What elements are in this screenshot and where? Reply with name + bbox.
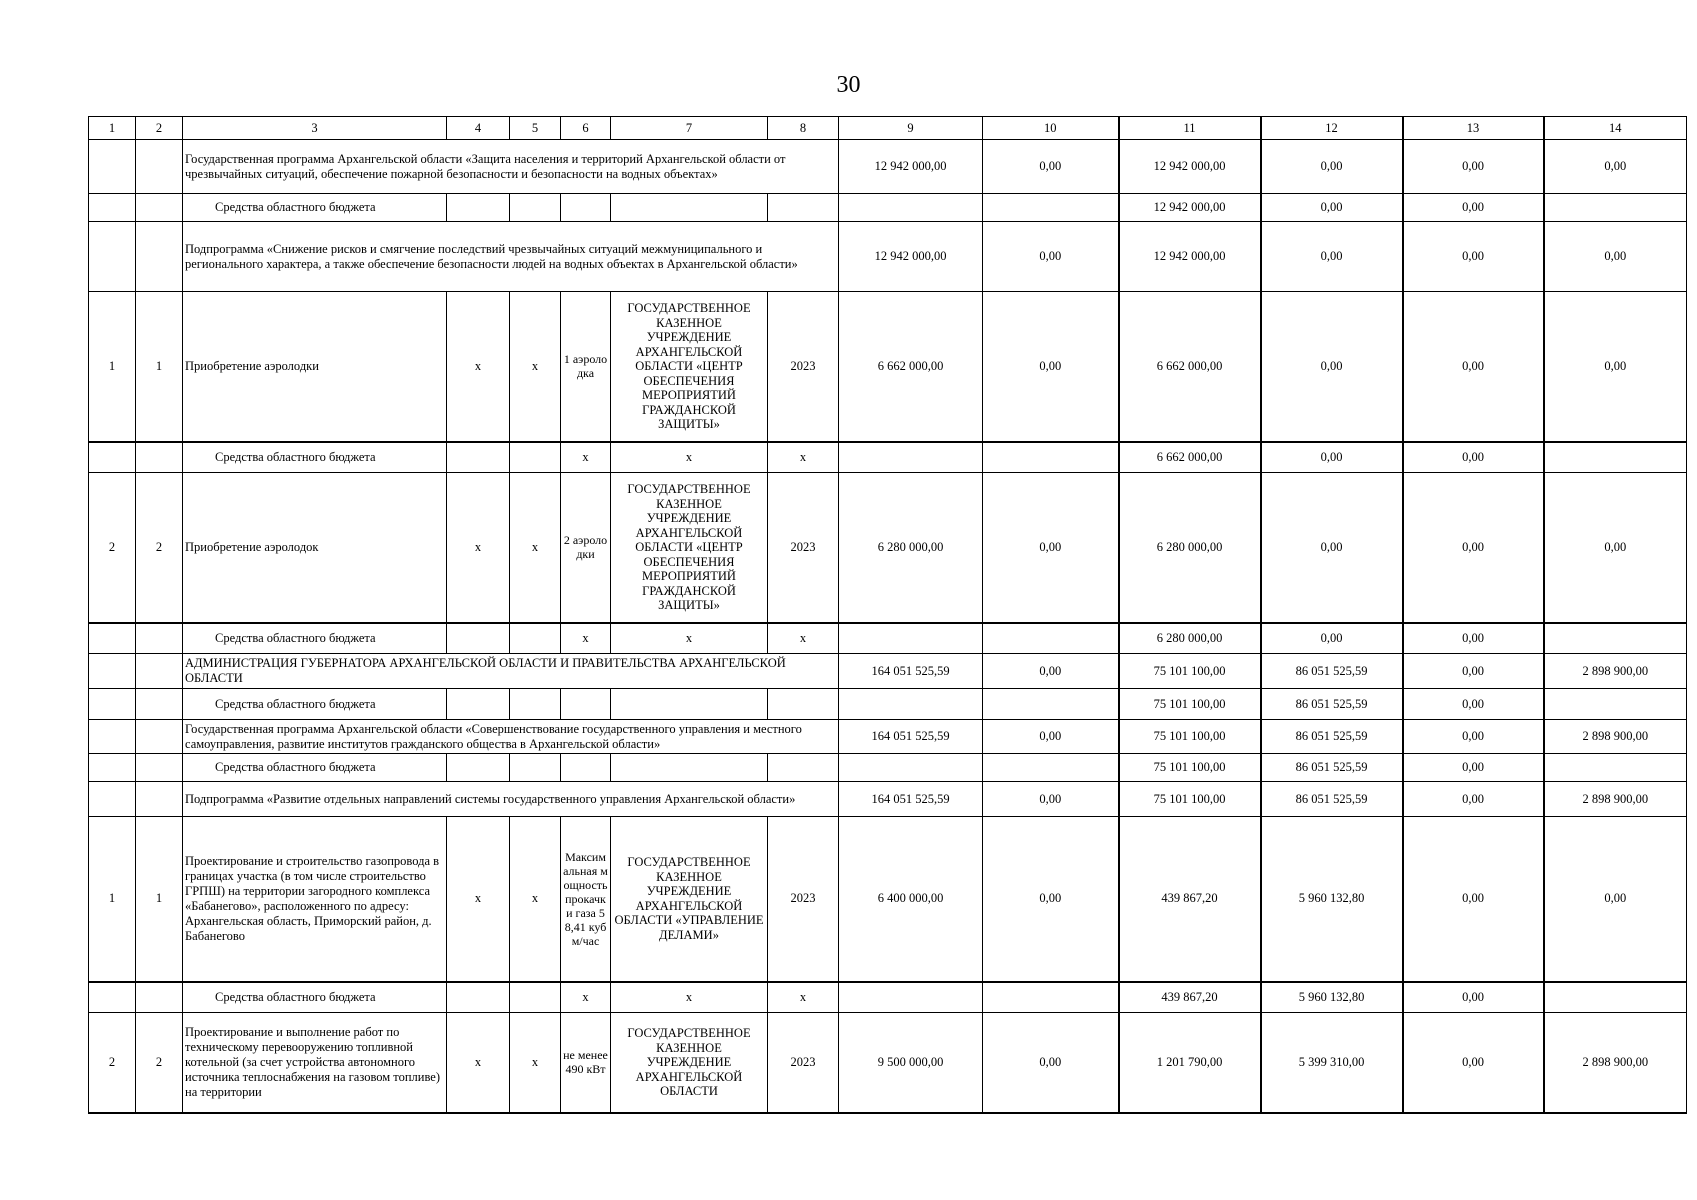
cell-col-4: х [447, 292, 510, 442]
section-title-row [89, 720, 1687, 754]
funding-source-label: Средства областного бюджета [183, 982, 447, 1013]
amount-col-10 [983, 623, 1119, 654]
cell-col-5 [510, 442, 561, 473]
amount-col-12: 5 960 132,80 [1261, 982, 1403, 1013]
amount-col-12: 0,00 [1261, 623, 1403, 654]
cell-col-5 [510, 194, 561, 222]
cell-col-1 [89, 982, 136, 1013]
cell-col-8 [768, 194, 839, 222]
cell-col-8: х [768, 623, 839, 654]
amount-col-12: 0,00 [1261, 292, 1403, 442]
funding-source-label: Средства областного бюджета [183, 754, 447, 782]
cell-col-1 [89, 754, 136, 782]
activity-name: Проектирование и строительство газопровода в границах участка (в том числе строительство ГРПШ) на территории загородного комплекса «Бабанегово», расположенного по адресу: Архангельская область, Приморский район, д. Бабанегово [183, 817, 447, 982]
cell-col-1: 1 [89, 292, 136, 442]
amount-col-13: 0,00 [1403, 782, 1544, 817]
capacity-cell: не менее 490 кВт [561, 1013, 611, 1113]
amount-col-14: 0,00 [1544, 222, 1687, 292]
table-row [89, 817, 1687, 982]
amount-col-9 [839, 194, 983, 222]
amount-col-11: 75 101 100,00 [1119, 754, 1261, 782]
header-cell: 10 [983, 117, 1119, 140]
amount-col-10 [983, 982, 1119, 1013]
activity-name: Проектирование и выполнение работ по техническому перевооружению топливной котельной (за счет устройства автономного источника теплоснабжения на газовом топливе) на территории [183, 1013, 447, 1113]
table-row [89, 1013, 1687, 1113]
amount-col-12: 0,00 [1261, 473, 1403, 623]
funding-source-row [89, 689, 1687, 720]
header-cell: 11 [1119, 117, 1261, 140]
amount-col-9: 12 942 000,00 [839, 222, 983, 292]
amount-col-9 [839, 623, 983, 654]
amount-col-9 [839, 442, 983, 473]
amount-col-10 [983, 442, 1119, 473]
cell-col-1: 2 [89, 473, 136, 623]
cell-col-1 [89, 782, 136, 817]
section-title: Подпрограмма «Развитие отдельных направлений системы государственного управления Архангельской области» [183, 782, 839, 817]
amount-col-13: 0,00 [1403, 689, 1544, 720]
cell-col-7 [611, 754, 768, 782]
organization-cell: ГОСУДАРСТВЕННОЕ КАЗЕННОЕ УЧРЕЖДЕНИЕ АРХАНГЕЛЬСКОЙ ОБЛАСТИ «УПРАВЛЕНИЕ ДЕЛАМИ» [611, 817, 768, 982]
cell-col-2 [136, 222, 183, 292]
amount-col-13: 0,00 [1403, 473, 1544, 623]
organization-cell: ГОСУДАРСТВЕННОЕ КАЗЕННОЕ УЧРЕЖДЕНИЕ АРХАНГЕЛЬСКОЙ ОБЛАСТИ [611, 1013, 768, 1113]
amount-col-10: 0,00 [983, 222, 1119, 292]
cell-col-5: х [510, 292, 561, 442]
amount-col-14: 0,00 [1544, 473, 1687, 623]
capacity-cell: 2 аэролодки [561, 473, 611, 623]
section-title-row [89, 782, 1687, 817]
amount-col-9: 164 051 525,59 [839, 654, 983, 689]
amount-col-9: 6 280 000,00 [839, 473, 983, 623]
cell-col-4 [447, 689, 510, 720]
header-cell: 8 [768, 117, 839, 140]
header-cell: 9 [839, 117, 983, 140]
funding-source-label: Средства областного бюджета [183, 194, 447, 222]
cell-col-5 [510, 623, 561, 654]
cell-col-6: х [561, 982, 611, 1013]
amount-col-13: 0,00 [1403, 1013, 1544, 1113]
amount-col-14 [1544, 442, 1687, 473]
table-body [89, 117, 1687, 1113]
cell-col-4: х [447, 1013, 510, 1113]
section-title: АДМИНИСТРАЦИЯ ГУБЕРНАТОРА АРХАНГЕЛЬСКОЙ ОБЛАСТИ И ПРАВИТЕЛЬСТВА АРХАНГЕЛЬСКОЙ ОБЛАСТИ [183, 654, 839, 689]
amount-col-12: 0,00 [1261, 442, 1403, 473]
funding-source-row [89, 982, 1687, 1013]
cell-col-8 [768, 754, 839, 782]
section-title-row [89, 654, 1687, 689]
cell-col-5 [510, 754, 561, 782]
amount-col-14 [1544, 623, 1687, 654]
amount-col-13: 0,00 [1403, 292, 1544, 442]
cell-col-2 [136, 442, 183, 473]
amount-col-13: 0,00 [1403, 754, 1544, 782]
amount-col-12: 86 051 525,59 [1261, 654, 1403, 689]
cell-col-2 [136, 623, 183, 654]
amount-col-14: 2 898 900,00 [1544, 782, 1687, 817]
cell-col-8 [768, 689, 839, 720]
amount-col-13: 0,00 [1403, 194, 1544, 222]
amount-col-14 [1544, 194, 1687, 222]
budget-table [88, 116, 1687, 1114]
cell-col-2: 2 [136, 1013, 183, 1113]
amount-col-12: 86 051 525,59 [1261, 782, 1403, 817]
amount-col-10: 0,00 [983, 720, 1119, 754]
cell-col-1 [89, 222, 136, 292]
table-header-row [89, 117, 1687, 140]
cell-col-4: х [447, 817, 510, 982]
amount-col-11: 6 662 000,00 [1119, 442, 1261, 473]
activity-name: Приобретение аэролодки [183, 292, 447, 442]
cell-col-2: 1 [136, 292, 183, 442]
amount-col-11: 12 942 000,00 [1119, 222, 1261, 292]
page-number: 30 [836, 72, 861, 98]
cell-col-5 [510, 689, 561, 720]
cell-col-8: 2023 [768, 292, 839, 442]
amount-col-11: 75 101 100,00 [1119, 654, 1261, 689]
cell-col-1: 1 [89, 817, 136, 982]
cell-col-1 [89, 654, 136, 689]
cell-col-6 [561, 754, 611, 782]
amount-col-14: 0,00 [1544, 292, 1687, 442]
amount-col-14: 2 898 900,00 [1544, 720, 1687, 754]
amount-col-9 [839, 754, 983, 782]
cell-col-4 [447, 194, 510, 222]
cell-col-1: 2 [89, 1013, 136, 1113]
cell-col-4 [447, 623, 510, 654]
amount-col-11: 75 101 100,00 [1119, 782, 1261, 817]
cell-col-1 [89, 194, 136, 222]
amount-col-10 [983, 689, 1119, 720]
amount-col-12: 0,00 [1261, 222, 1403, 292]
amount-col-12: 5 399 310,00 [1261, 1013, 1403, 1113]
amount-col-14: 2 898 900,00 [1544, 654, 1687, 689]
section-title: Подпрограмма «Снижение рисков и смягчение последствий чрезвычайных ситуаций межмуниципального и регионального характера, а также обеспечение безопасности людей на водных объектах в Архангельской области» [183, 222, 839, 292]
section-title-row [89, 140, 1687, 194]
amount-col-11: 75 101 100,00 [1119, 720, 1261, 754]
cell-col-7: х [611, 982, 768, 1013]
capacity-cell: 1 аэролодка [561, 292, 611, 442]
amount-col-10: 0,00 [983, 654, 1119, 689]
header-cell: 14 [1544, 117, 1687, 140]
amount-col-9: 164 051 525,59 [839, 782, 983, 817]
cell-col-2 [136, 754, 183, 782]
header-cell: 2 [136, 117, 183, 140]
header-cell: 6 [561, 117, 611, 140]
amount-col-9: 6 662 000,00 [839, 292, 983, 442]
cell-col-8: 2023 [768, 1013, 839, 1113]
cell-col-7: х [611, 442, 768, 473]
table-row [89, 292, 1687, 442]
header-cell: 12 [1261, 117, 1403, 140]
table-row [89, 473, 1687, 623]
amount-col-12: 86 051 525,59 [1261, 689, 1403, 720]
cell-col-2 [136, 140, 183, 194]
amount-col-14: 0,00 [1544, 140, 1687, 194]
cell-col-1 [89, 442, 136, 473]
cell-col-8: х [768, 442, 839, 473]
cell-col-7 [611, 194, 768, 222]
amount-col-13: 0,00 [1403, 140, 1544, 194]
section-title-row [89, 222, 1687, 292]
amount-col-9: 12 942 000,00 [839, 140, 983, 194]
cell-col-7: х [611, 623, 768, 654]
amount-col-11: 6 280 000,00 [1119, 473, 1261, 623]
cell-col-2 [136, 689, 183, 720]
header-cell: 4 [447, 117, 510, 140]
amount-col-13: 0,00 [1403, 720, 1544, 754]
funding-source-row [89, 194, 1687, 222]
cell-col-1 [89, 623, 136, 654]
amount-col-11: 6 280 000,00 [1119, 623, 1261, 654]
amount-col-11: 439 867,20 [1119, 982, 1261, 1013]
amount-col-10: 0,00 [983, 1013, 1119, 1113]
header-cell: 3 [183, 117, 447, 140]
amount-col-9 [839, 982, 983, 1013]
funding-source-label: Средства областного бюджета [183, 623, 447, 654]
amount-col-11: 439 867,20 [1119, 817, 1261, 982]
cell-col-2 [136, 654, 183, 689]
cell-col-4 [447, 754, 510, 782]
header-cell: 13 [1403, 117, 1544, 140]
capacity-cell: Максимальная мощность прокачки газа 58,41 куб м/час [561, 817, 611, 982]
cell-col-4: х [447, 473, 510, 623]
amount-col-11: 75 101 100,00 [1119, 689, 1261, 720]
cell-col-6: х [561, 623, 611, 654]
amount-col-11: 12 942 000,00 [1119, 140, 1261, 194]
cell-col-2: 1 [136, 817, 183, 982]
cell-col-6 [561, 689, 611, 720]
amount-col-9: 164 051 525,59 [839, 720, 983, 754]
amount-col-11: 1 201 790,00 [1119, 1013, 1261, 1113]
amount-col-13: 0,00 [1403, 654, 1544, 689]
cell-col-4 [447, 982, 510, 1013]
cell-col-4 [447, 442, 510, 473]
amount-col-10: 0,00 [983, 292, 1119, 442]
amount-col-9: 9 500 000,00 [839, 1013, 983, 1113]
header-cell: 1 [89, 117, 136, 140]
cell-col-1 [89, 720, 136, 754]
funding-source-label: Средства областного бюджета [183, 442, 447, 473]
header-cell: 5 [510, 117, 561, 140]
cell-col-5: х [510, 1013, 561, 1113]
amount-col-14 [1544, 689, 1687, 720]
organization-cell: ГОСУДАРСТВЕННОЕ КАЗЕННОЕ УЧРЕЖДЕНИЕ АРХАНГЕЛЬСКОЙ ОБЛАСТИ «ЦЕНТР ОБЕСПЕЧЕНИЯ МЕРОПРИЯТИЙ ГРАЖДАНСКОЙ ЗАЩИТЫ» [611, 292, 768, 442]
cell-col-2 [136, 194, 183, 222]
amount-col-11: 6 662 000,00 [1119, 292, 1261, 442]
funding-source-label: Средства областного бюджета [183, 689, 447, 720]
organization-cell: ГОСУДАРСТВЕННОЕ КАЗЕННОЕ УЧРЕЖДЕНИЕ АРХАНГЕЛЬСКОЙ ОБЛАСТИ «ЦЕНТР ОБЕСПЕЧЕНИЯ МЕРОПРИЯТИЙ ГРАЖДАНСКОЙ ЗАЩИТЫ» [611, 473, 768, 623]
amount-col-12: 0,00 [1261, 194, 1403, 222]
cell-col-2 [136, 982, 183, 1013]
activity-name: Приобретение аэролодок [183, 473, 447, 623]
cell-col-7 [611, 689, 768, 720]
cell-col-5: х [510, 473, 561, 623]
cell-col-1 [89, 689, 136, 720]
amount-col-14: 0,00 [1544, 817, 1687, 982]
cell-col-2: 2 [136, 473, 183, 623]
amount-col-13: 0,00 [1403, 623, 1544, 654]
amount-col-10 [983, 194, 1119, 222]
cell-col-1 [89, 140, 136, 194]
cell-col-8: х [768, 982, 839, 1013]
funding-source-row [89, 623, 1687, 654]
cell-col-6: х [561, 442, 611, 473]
amount-col-9 [839, 689, 983, 720]
amount-col-12: 0,00 [1261, 140, 1403, 194]
cell-col-8: 2023 [768, 473, 839, 623]
cell-col-2 [136, 782, 183, 817]
cell-col-2 [136, 720, 183, 754]
amount-col-12: 5 960 132,80 [1261, 817, 1403, 982]
amount-col-11: 12 942 000,00 [1119, 194, 1261, 222]
section-title: Государственная программа Архангельской области «Защита населения и территорий Архангельской области от чрезвычайных ситуаций, обеспечение пожарной безопасности и безопасности на водных объектах» [183, 140, 839, 194]
cell-col-5: х [510, 817, 561, 982]
amount-col-13: 0,00 [1403, 222, 1544, 292]
amount-col-9: 6 400 000,00 [839, 817, 983, 982]
cell-col-5 [510, 982, 561, 1013]
amount-col-12: 86 051 525,59 [1261, 720, 1403, 754]
amount-col-14 [1544, 982, 1687, 1013]
cell-col-6 [561, 194, 611, 222]
funding-source-row [89, 754, 1687, 782]
funding-source-row [89, 442, 1687, 473]
amount-col-10: 0,00 [983, 473, 1119, 623]
amount-col-14 [1544, 754, 1687, 782]
amount-col-10: 0,00 [983, 817, 1119, 982]
amount-col-10: 0,00 [983, 140, 1119, 194]
amount-col-10 [983, 754, 1119, 782]
amount-col-14: 2 898 900,00 [1544, 1013, 1687, 1113]
amount-col-13: 0,00 [1403, 442, 1544, 473]
section-title: Государственная программа Архангельской области «Совершенствование государственного управления и местного самоуправления, развитие институтов гражданского общества в Архангельской области» [183, 720, 839, 754]
amount-col-13: 0,00 [1403, 817, 1544, 982]
header-cell: 7 [611, 117, 768, 140]
cell-col-8: 2023 [768, 817, 839, 982]
amount-col-12: 86 051 525,59 [1261, 754, 1403, 782]
amount-col-13: 0,00 [1403, 982, 1544, 1013]
amount-col-10: 0,00 [983, 782, 1119, 817]
